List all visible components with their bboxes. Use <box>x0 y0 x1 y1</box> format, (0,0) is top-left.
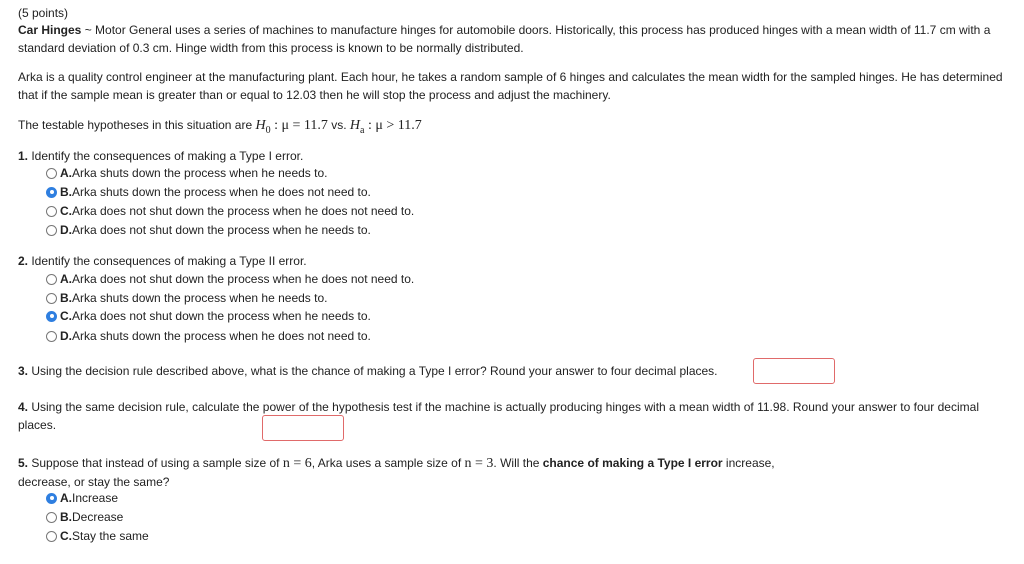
radio-icon[interactable] <box>46 531 57 542</box>
radio-icon[interactable] <box>46 293 57 304</box>
q3-answer-input[interactable] <box>753 358 835 384</box>
q2-option-c[interactable]: C. Arka does not shut down the process when he needs to. <box>46 307 371 325</box>
sample-size-new: n = 3 <box>464 456 494 471</box>
intro-text: ~ Motor General uses a series of machines to manufacture hinges for automobile doors. Historically, this process has produced hinges with a mean width of 11.7 cm with a standard deviation of 0.3 cm. Hinge width from this process is known to be normally distributed. <box>18 23 991 55</box>
question-3: 3. Using the decision rule described above, what is the chance of making a Type I error? Round your answer to four decimal places. <box>18 364 718 378</box>
radio-icon[interactable] <box>46 225 57 236</box>
q1-option-a[interactable]: A. Arka shuts down the process when he needs to. <box>46 164 328 182</box>
radio-selected-icon[interactable] <box>46 187 57 198</box>
points-label: (5 points) <box>18 6 69 20</box>
radio-icon[interactable] <box>46 168 57 179</box>
intro-paragraph <box>18 21 1008 57</box>
q4-answer-input[interactable] <box>262 415 344 441</box>
vs-label: vs. <box>327 118 350 132</box>
q1-option-d[interactable]: D. Arka does not shut down the process when he needs to. <box>46 221 371 239</box>
q2-option-d[interactable]: D. Arka shuts down the process when he does not need to. <box>46 327 371 345</box>
q5-option-a[interactable]: A. Increase <box>46 489 118 507</box>
hypotheses-lead: The testable hypotheses in this situation are <box>18 118 256 132</box>
question-2: 2. Identify the consequences of making a Type II error. <box>18 254 307 268</box>
null-hypothesis: $H_0$ : μ = 11.7 <box>255 118 328 136</box>
scenario-paragraph: Arka is a quality control engineer at the manufacturing plant. Each hour, he takes a random sample of 6 hinges and calculates the mean width for the sampled hinges. He has determined that if the sample mean is greater than or equal to 12.03 then he will stop the process and adjust the machinery. <box>18 70 1003 102</box>
q5-option-b[interactable]: B. Decrease <box>46 508 123 526</box>
radio-icon[interactable] <box>46 206 57 217</box>
sample-size-original: n = 6 <box>282 456 312 471</box>
hypotheses-line <box>18 116 1008 140</box>
question-5: 5. Suppose that instead of using a sample size of n = 6, Arka uses a sample size of n = 3. Will the chance of making a Type I error increase, decrease, or stay the same? <box>18 456 775 489</box>
radio-selected-icon[interactable] <box>46 311 57 322</box>
radio-icon[interactable] <box>46 274 57 285</box>
q2-option-a[interactable]: A. Arka does not shut down the process when he does not need to. <box>46 270 414 288</box>
q1-option-c[interactable]: C. Arka does not shut down the process when he does not need to. <box>46 202 414 220</box>
q1-option-b[interactable]: B. Arka shuts down the process when he does not need to. <box>46 183 371 201</box>
question-4: 4. Using the same decision rule, calculate the power of the hypothesis test if the machine is actually producing hinges with a mean width of 11.98. Round your answer to four decimal places. <box>18 400 979 432</box>
alternative-hypothesis: $H_a$ : μ > 11.7 <box>349 118 422 136</box>
radio-selected-icon[interactable] <box>46 493 57 504</box>
radio-icon[interactable] <box>46 331 57 342</box>
q2-option-b[interactable]: B. Arka shuts down the process when he needs to. <box>46 289 328 307</box>
q5-option-c[interactable]: C. Stay the same <box>46 527 149 545</box>
problem-title: Car Hinges <box>18 23 82 37</box>
question-1: 1. Identify the consequences of making a Type I error. <box>18 149 304 163</box>
radio-icon[interactable] <box>46 512 57 523</box>
